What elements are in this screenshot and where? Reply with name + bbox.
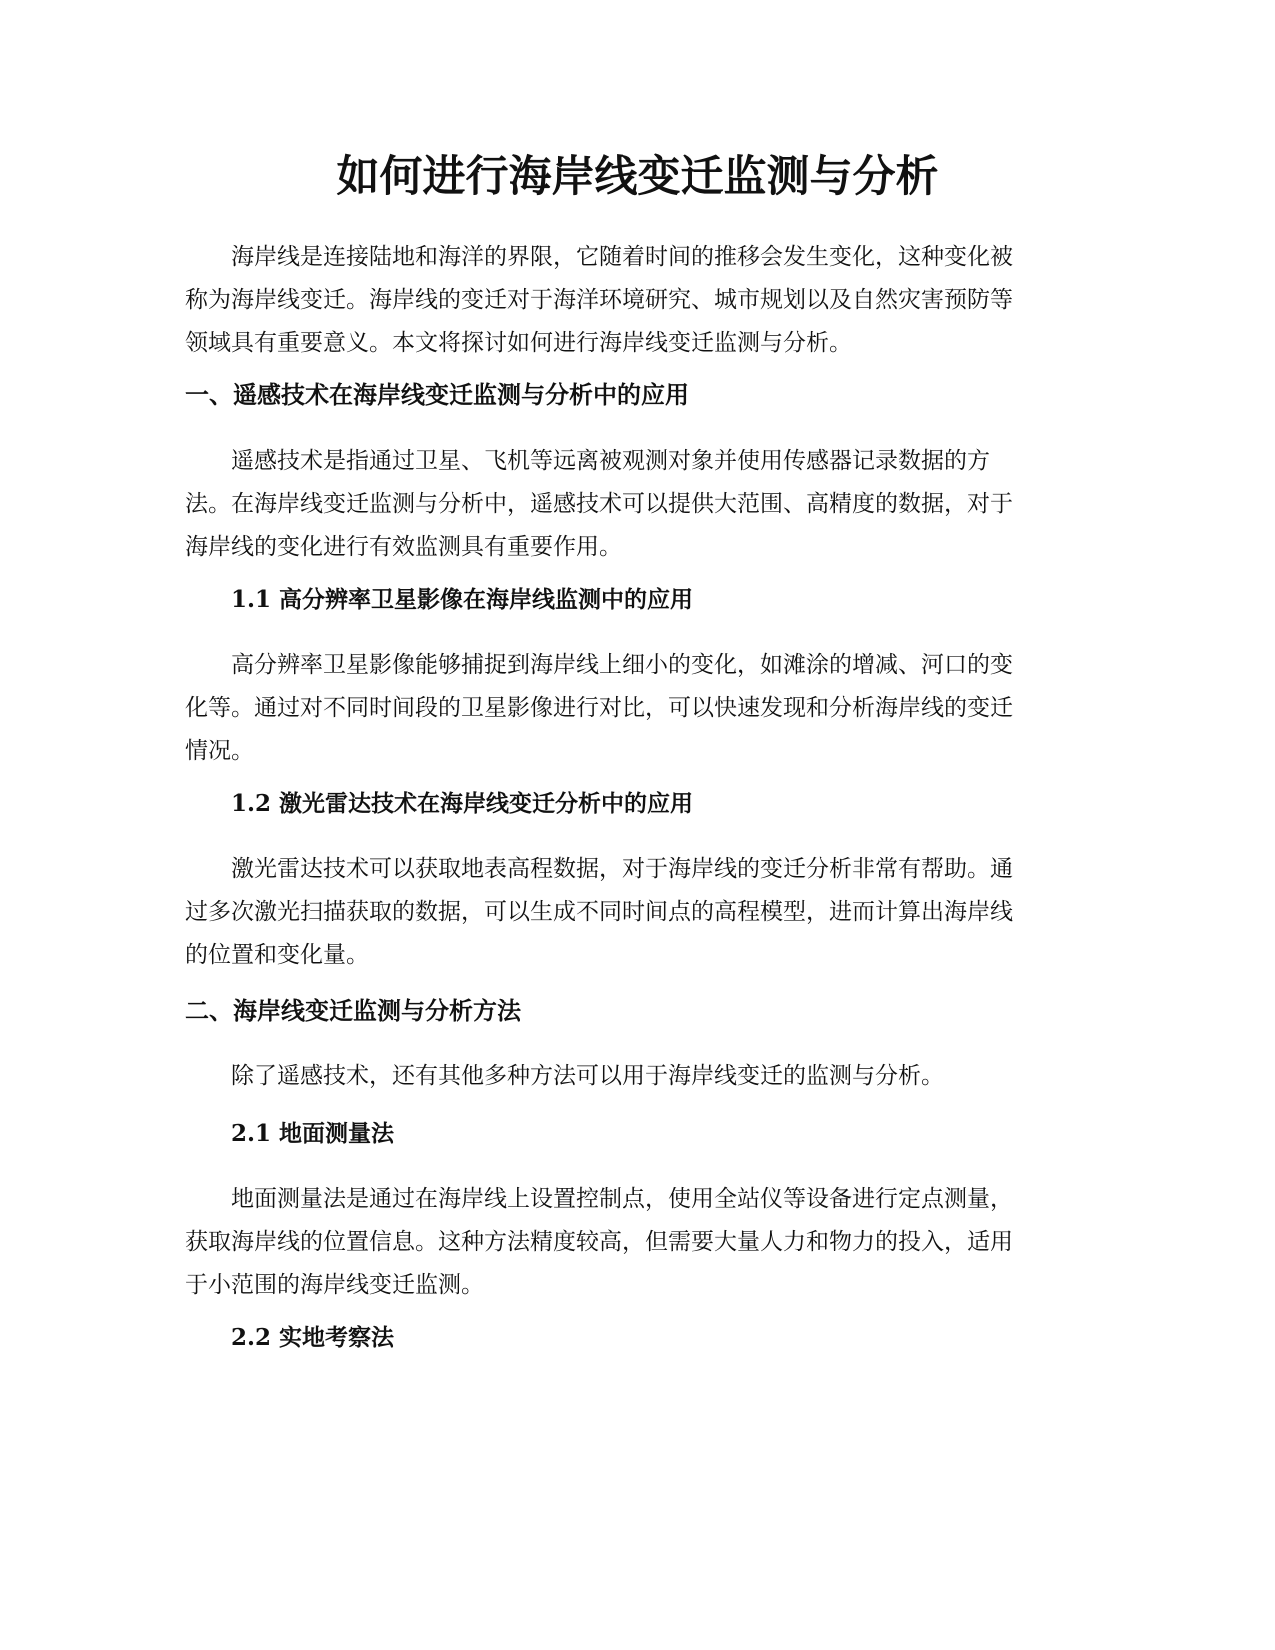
subsection-1-1-heading: 1.1 高分辨率卫星影像在海岸线监测中的应用 xyxy=(231,586,694,613)
section-1-line-2: 法。在海岸线变迁监测与分析中，遥感技术可以提供大范围、高精度的数据，对于 xyxy=(185,491,1013,517)
subsection-2-1-line-2: 获取海岸线的位置信息。这种方法精度较高，但需要大量人力和物力的投入，适用 xyxy=(185,1229,1013,1255)
intro-paragraph xyxy=(185,236,1090,365)
subsection-1-1-paragraph xyxy=(185,644,1090,773)
section-1-line-3: 海岸线的变化进行有效监测具有重要作用。 xyxy=(185,534,622,560)
subsection-1-2-paragraph xyxy=(185,848,1090,977)
subsection-1-1-line-3: 情况。 xyxy=(185,738,254,764)
section-2-line-1: 除了遥感技术，还有其他多种方法可以用于海岸线变迁的监测与分析。 xyxy=(231,1063,944,1089)
section-1-paragraph xyxy=(185,440,1090,569)
subsection-1-2-line-2: 过多次激光扫描获取的数据，可以生成不同时间点的高程模型，进而计算出海岸线 xyxy=(185,899,1013,925)
subsection-1-2-line-1: 激光雷达技术可以获取地表高程数据，对于海岸线的变迁分析非常有帮助。通 xyxy=(231,856,1013,882)
subsection-2-1-heading: 2.1 地面测量法 xyxy=(231,1120,395,1147)
section-2-paragraph xyxy=(185,1055,1090,1098)
section-1-heading: 一、遥感技术在海岸线变迁监测与分析中的应用 xyxy=(185,381,689,409)
intro-line-3: 领域具有重要意义。本文将探讨如何进行海岸线变迁监测与分析。 xyxy=(185,330,852,356)
intro-line-2: 称为海岸线变迁。海岸线的变迁对于海洋环境研究、城市规划以及自然灾害预防等 xyxy=(185,287,1013,313)
subsection-2-1-line-1: 地面测量法是通过在海岸线上设置控制点，使用全站仪等设备进行定点测量， xyxy=(231,1186,1013,1212)
subsection-1-2-line-3: 的位置和变化量。 xyxy=(185,942,369,968)
subsection-2-1-line-3: 于小范围的海岸线变迁监测。 xyxy=(185,1272,484,1298)
document-page xyxy=(185,0,1090,1650)
section-1-line-1: 遥感技术是指通过卫星、飞机等远离被观测对象并使用传感器记录数据的方 xyxy=(231,448,990,474)
subsection-1-1-line-1: 高分辨率卫星影像能够捕捉到海岸线上细小的变化，如滩涂的增减、河口的变 xyxy=(231,652,1013,678)
subsection-1-2-heading: 1.2 激光雷达技术在海岸线变迁分析中的应用 xyxy=(231,790,694,817)
intro-line-1: 海岸线是连接陆地和海洋的界限，它随着时间的推移会发生变化，这种变化被 xyxy=(231,244,1013,270)
subsection-2-1-paragraph xyxy=(185,1178,1090,1307)
section-2-heading: 二、海岸线变迁监测与分析方法 xyxy=(185,997,521,1025)
subsection-1-1-line-2: 化等。通过对不同时间段的卫星影像进行对比，可以快速发现和分析海岸线的变迁 xyxy=(185,695,1013,721)
document-title: 如何进行海岸线变迁监测与分析 xyxy=(336,152,939,202)
subsection-2-2-heading: 2.2 实地考察法 xyxy=(231,1324,395,1351)
